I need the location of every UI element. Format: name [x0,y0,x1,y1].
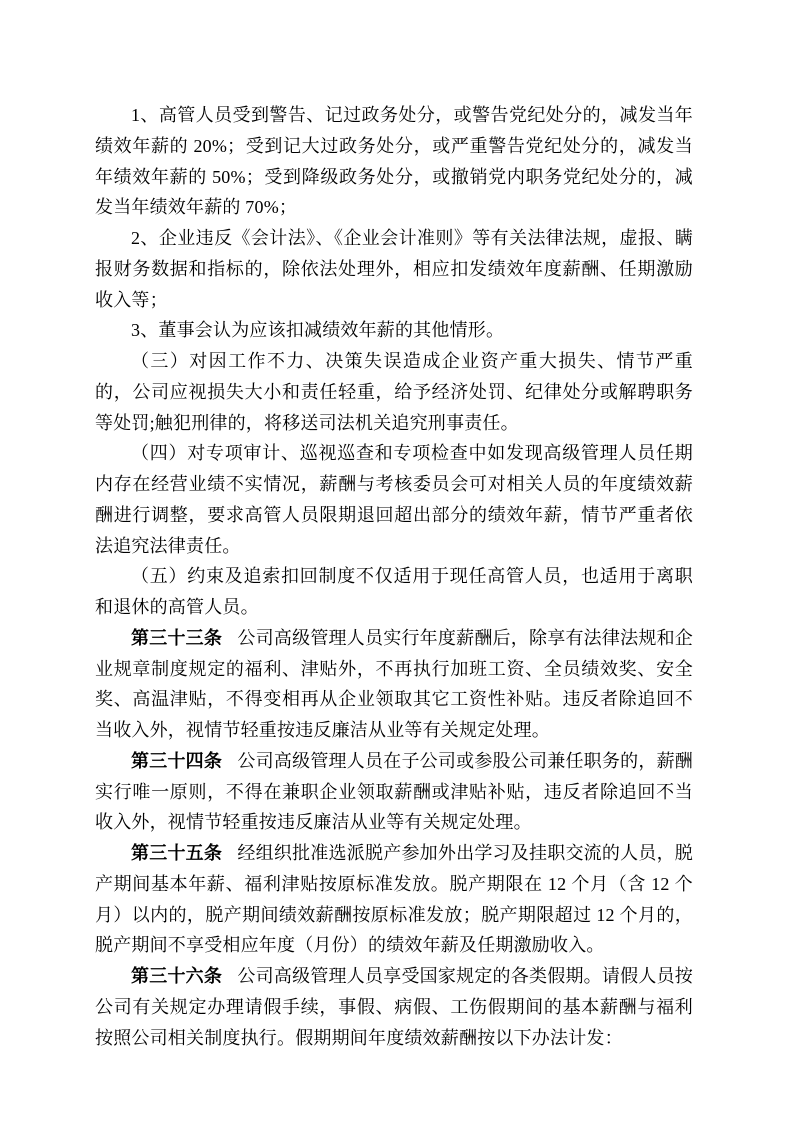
body-paragraph [95,100,693,223]
paragraph-text: （三）对因工作不力、决策失误造成企业资产重大损失、情节严重的，公司应视损失大小和责任轻重，给予经济处罚、纪律处分或解聘职务等处罚;触犯刑律的，将移送司法机关追究刑事责任。 [95,351,693,433]
paragraph-text: （五）约束及追索扣回制度不仅适用于现任高管人员，也适用于离职和退休的高管人员。 [95,566,693,617]
article-paragraph [95,838,693,961]
article-paragraph [95,623,693,746]
article-paragraph [95,961,693,1053]
article-paragraph [95,746,693,838]
body-paragraph [95,561,693,623]
body-paragraph [95,223,693,315]
article-number: 第三十四条 [131,750,223,771]
article-number: 第三十六条 [131,966,223,986]
paragraph-text: 1、高管人员受到警告、记过政务处分，或警告党纪处分的，减发当年绩效年薪的 20%；受到记大过政务处分，或严重警告党纪处分的，减发当年绩效年薪的 50%；受到降级政务处分，或撤销党内职务党纪处分的，减发当年绩效年薪的 70%； [95,105,693,218]
body-paragraph [95,346,693,438]
body-paragraph [95,315,693,346]
paragraph-text: 公司高级管理人员在子公司或参股公司兼任职务的，薪酬实行唯一原则，不得在兼职企业领取薪酬或津贴补贴，违反者除追回不当收入外，视情节轻重按违反廉洁从业等有关规定处理。 [95,750,694,833]
article-number: 第三十五条 [131,843,223,863]
paragraph-text: （四）对专项审计、巡视巡查和专项检查中如发现高级管理人员任期内存在经营业绩不实情况，薪酬与考核委员会可对相关人员的年度绩效薪酬进行调整，要求高管人员限期退回超出部分的绩效年薪，情节严重者依法追究法律责任。 [95,443,693,556]
document-body [95,100,693,1053]
paragraph-text: 2、企业违反《会计法》、《企业会计准则》等有关法律法规，虚报、瞒报财务数据和指标的，除依法处理外，相应扣发绩效年度薪酬、任期激励收入等； [95,228,693,310]
paragraph-text: 公司高级管理人员享受国家规定的各类假期。请假人员按公司有关规定办理请假手续，事假、病假、工伤假期间的基本薪酬与福利按照公司相关制度执行。假期期间年度绩效薪酬按以下办法计发： [95,966,694,1048]
body-paragraph [95,438,693,561]
paragraph-text: 公司高级管理人员实行年度薪酬后，除享有法律法规和企业规章制度规定的福利、津贴外，不再执行加班工资、全员绩效奖、安全奖、高温津贴，不得变相再从企业领取其它工资性补贴。违反者除追回不当收入外，视情节轻重按违反廉洁从业等有关规定处理。 [95,627,694,740]
article-number: 第三十三条 [131,627,223,648]
paragraph-text: 3、董事会认为应该扣减绩效年薪的其他情形。 [131,320,505,341]
paragraph-text: 经组织批准选派脱产参加外出学习及挂职交流的人员，脱产期间基本年薪、福利津贴按原标准发放。脱产期限在 12 个月（含 12 个月）以内的，脱产期间绩效薪酬按原标准发放；脱产期限超过 12 个月的，脱产期间不享受相应年度（月份）的绩效年薪及任期激励收入。 [95,843,694,956]
